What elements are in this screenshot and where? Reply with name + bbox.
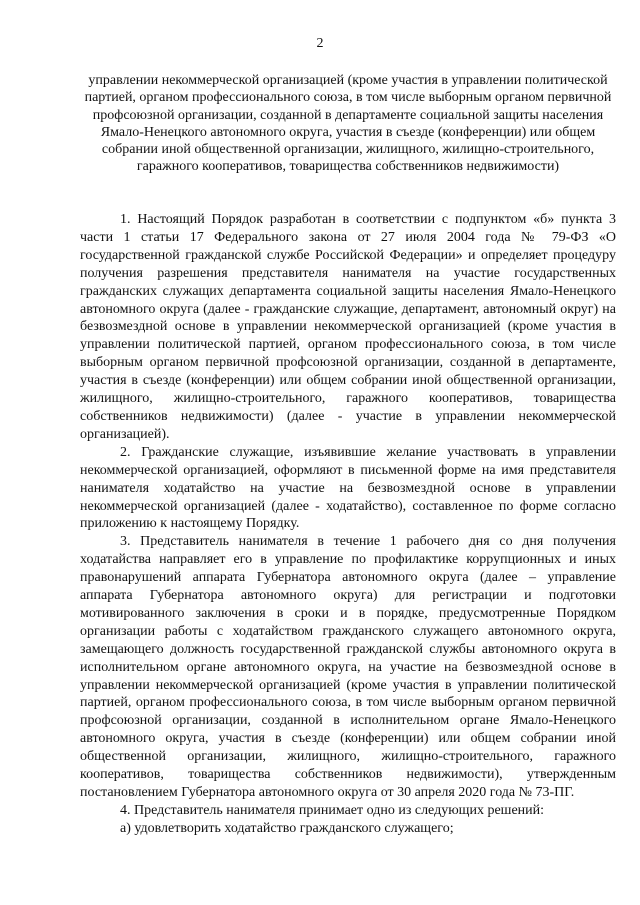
paragraph-4a: а) удовлетворить ходатайство гражданского служащего;	[120, 820, 454, 836]
document-body	[80, 211, 616, 838]
paragraph-3: 3. Представитель нанимателя в течение 1 рабочего дня со дня получения ходатайства направляет его в управление по профилактике коррупционных и иных правонарушений аппарата Губернатора автономного округа (далее – управление аппарата Губернатора автономного округа) для регистрации и подготовки мотивированного заключения в сроки и в порядке, предусмотренные Порядком организации работы с ходатайством гражданского служащего автономного округа, замещающего должность государственной гражданской службы автономного округа в исполнительном органе автономного округа, на участие на безвозмездной основе в управлении некоммерческой организацией (кроме участия в управлении политической партией, органом профессионального союза, в том числе выборным органом первичной профсоюзной организации, созданной в исполнительном органе Ямало-Ненецкого автономного округа, участия в съезде (конференции) или общем собрании иной общественной организации, жилищного, жилищно-строительного, гаражного кооперативов, товарищества собственников недвижимости), утвержденным постановлением Губернатора автономного округа от 30 апреля 2020 года № 73-ПГ.	[80, 534, 616, 800]
paragraph-1: 1. Настоящий Порядок разработан в соответствии с подпунктом «б» пункта 3 части 1 статьи 17 Федерального закона от 27 июля 2004 года № 79-ФЗ «О государственной гражданской службе Российской Федерации» и определяет процедуру получения разрешения представителя нанимателя на участие государственных гражданских служащих департамента социальной защиты населения Ямало-Ненецкого автономного округа (далее - гражданские служащие, департамент, автономный округ) на безвозмездной основе в управлении некоммерческой организацией (кроме участия в управлении политической партией, органом профессионального союза, в том числе выборным органом первичной профсоюзной организации, созданной в департаменте, участия в съезде (конференции) или общем собрании иной общественной организации, жилищного, жилищно-строительного, гаражного кооперативов, товарищества собственников недвижимости) (далее - участие в управлении некоммерческой организацией).	[80, 212, 616, 442]
document-title: управлении некоммерческой организацией (кроме участия в управлении политической партией, органом профессионального союза, в том числе выборным органом первичной профсоюзной организации, созданной в департаменте социальной защиты населения Ямало-Ненецкого автономного округа, участия в съезде (конференции) или общем собрании иной общественной организации, жилищного, жилищно-строительного, гаражного кооперативов, товарищества собственников недвижимости)	[84, 73, 612, 175]
page-number: 2	[316, 36, 324, 51]
paragraph-2: 2. Гражданские служащие, изъявившие желание участвовать в управлении некоммерческой организацией, оформляют в письменной форме на имя представителя нанимателя ходатайство на участие на безвозмездной основе в управлении некоммерческой организацией (далее - ходатайство), составленное по форме согласно приложению к настоящему Порядку.	[80, 444, 616, 532]
paragraph-4: 4. Представитель нанимателя принимает одно из следующих решений:	[120, 802, 545, 818]
